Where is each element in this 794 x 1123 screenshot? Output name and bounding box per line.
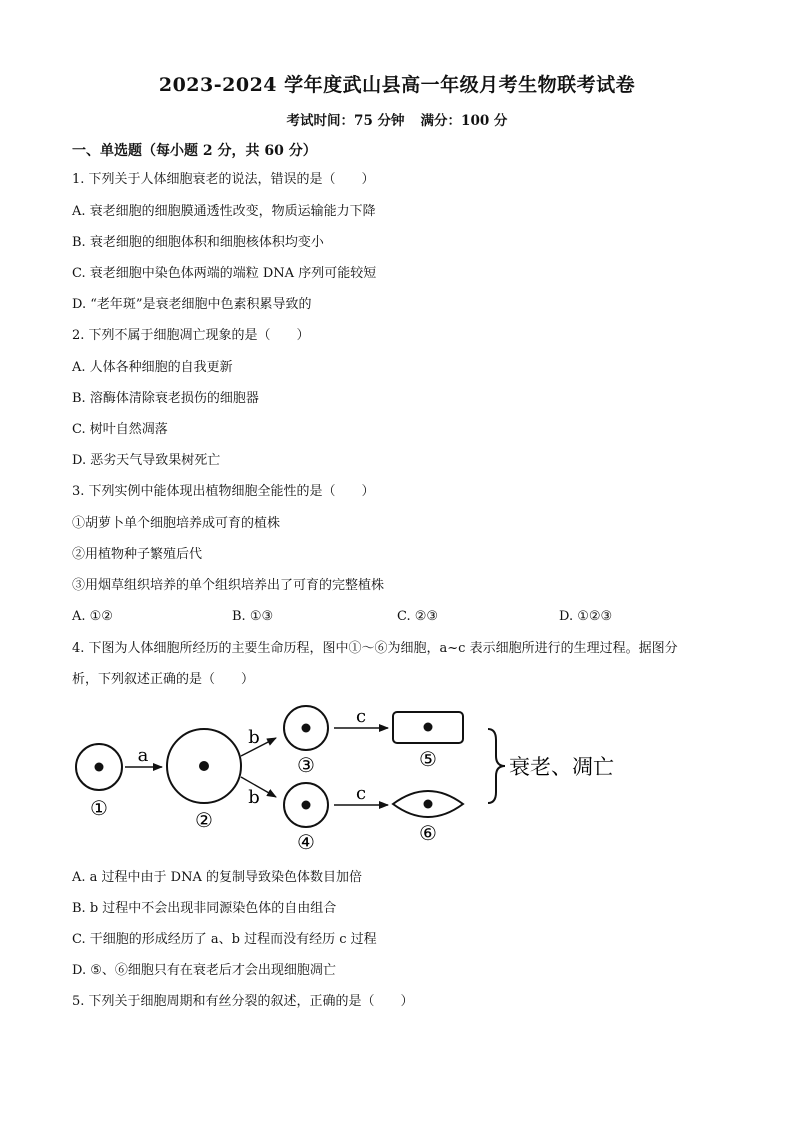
q3-option-b: B. ①③: [232, 609, 274, 624]
q4-option-b: B. b 过程中不会出现非同源染色体的自由组合: [72, 901, 337, 916]
cell-1: [76, 744, 122, 790]
q1-option-c: C. 衰老细胞中染色体两端的端粒 DNA 序列可能较短: [72, 266, 377, 281]
cell-6: [393, 791, 463, 817]
q2-stem: 2. 下列不属于细胞凋亡现象的是（ ）: [72, 328, 310, 343]
cell-5: [393, 712, 463, 743]
cell-label-5: ⑤: [419, 747, 437, 771]
q3-option-c: C. ②③: [397, 609, 439, 624]
right-brace: [488, 729, 505, 803]
process-b-label-lower: b: [248, 787, 260, 808]
q2-option-a: A. 人体各种细胞的自我更新: [72, 360, 233, 375]
q2-option-d: D. 恶劣天气导致果树死亡: [72, 453, 221, 468]
section-heading: 一、单选题（每小题 2 分，共 60 分）: [72, 143, 317, 159]
cell-label-6: ⑥: [419, 821, 437, 845]
q3-statement-2: ②用植物种子繁殖后代: [72, 547, 203, 562]
q2-option-c: C. 树叶自然凋落: [72, 422, 168, 437]
q4-option-a: A. a 过程中由于 DNA 的复制导致染色体数目加倍: [72, 870, 362, 885]
q1-option-d: D. “老年斑”是衰老细胞中色素积累导致的: [72, 297, 312, 312]
cell-4: [284, 783, 328, 827]
process-a-label: a: [137, 745, 149, 766]
cell-2: [167, 729, 241, 803]
cell-label-2: ②: [195, 808, 213, 832]
q4-option-c: C. 干细胞的形成经历了 a、b 过程而没有经历 c 过程: [72, 932, 377, 947]
q3-statement-1: ①胡萝卜单个细胞培养成可育的植株: [72, 516, 281, 531]
full-score: 满分：100 分: [420, 113, 508, 129]
q1-option-b: B. 衰老细胞的细胞体积和细胞核体积均变小: [72, 235, 324, 250]
q4-stem-line1: 4. 下图为人体细胞所经历的主要生命历程，图中①～⑥为细胞，a~c 表示细胞所进行的生理过程。据图分: [72, 641, 678, 656]
q3-stem: 3. 下列实例中能体现出植物细胞全能性的是（ ）: [72, 484, 375, 499]
exam-title: 2023-2024 学年度武山县高一年级月考生物联考试卷: [158, 74, 636, 96]
cell-label-1: ①: [90, 796, 108, 820]
q5-stem: 5. 下列关于细胞周期和有丝分裂的叙述，正确的是（ ）: [72, 994, 414, 1009]
cell-label-3: ③: [297, 753, 315, 777]
q1-option-a: A. 衰老细胞的细胞膜通透性改变，物质运输能力下降: [72, 204, 376, 219]
q3-option-a: A. ①②: [72, 609, 113, 624]
q2-option-b: B. 溶酶体清除衰老损伤的细胞器: [72, 391, 259, 406]
exam-time: 考试时间：75 分钟: [286, 113, 405, 129]
cell-label-4: ④: [297, 830, 315, 854]
brace-label: 衰老、凋亡: [509, 755, 614, 779]
process-c-label-lower: c: [355, 783, 367, 804]
q1-stem: 1. 下列关于人体细胞衰老的说法，错误的是（ ）: [72, 172, 375, 187]
q4-option-d: D. ⑤、⑥细胞只有在衰老后才会出现细胞凋亡: [72, 963, 336, 978]
q3-option-d: D. ①②③: [559, 609, 613, 624]
q3-statement-3: ③用烟草组织培养的单个组织培养出了可育的完整植株: [72, 578, 385, 593]
process-c-label-upper: c: [355, 706, 367, 727]
cell-3: [284, 706, 328, 750]
process-b-label-upper: b: [248, 727, 260, 748]
q4-stem-line2: 析，下列叙述正确的是（ ）: [72, 672, 255, 687]
